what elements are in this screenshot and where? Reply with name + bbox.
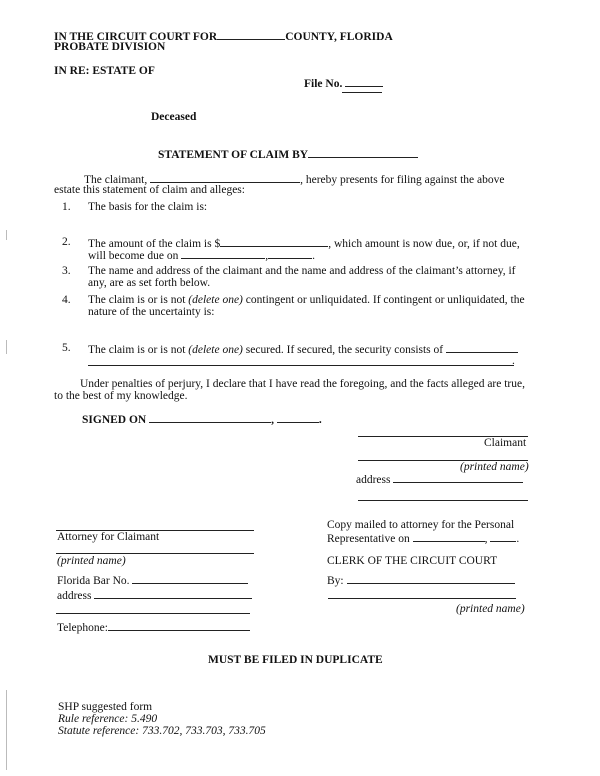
probate-division: PROBATE DIVISION bbox=[54, 41, 166, 53]
claimant-title-field[interactable] bbox=[308, 147, 418, 158]
signed-year-field[interactable] bbox=[277, 412, 319, 423]
attorney-address: address bbox=[57, 588, 252, 602]
scan-mark bbox=[6, 690, 7, 770]
clerk-by: By: bbox=[327, 573, 515, 587]
item-1-text: The basis for the claim is: bbox=[88, 201, 208, 213]
in-re-estate: IN RE: ESTATE OF bbox=[54, 65, 155, 77]
bar-number-field[interactable] bbox=[132, 573, 248, 584]
item-1-number: 1. bbox=[62, 201, 71, 213]
attorney-address-field[interactable] bbox=[94, 588, 252, 599]
item-4-line-1: The claim is or is not (delete one) contingent or unliquidated. If contingent or unliquidated, the bbox=[88, 294, 525, 306]
intro-line-2: estate this statement of claim and alleges: bbox=[54, 184, 245, 196]
item-3-line-1: The name and address of the claimant and the name and address of the claimant’s attorney, if bbox=[88, 265, 516, 277]
clerk-printed-name-label: (printed name) bbox=[456, 603, 525, 615]
clerk-signature-field[interactable] bbox=[347, 573, 515, 584]
suggested-form: SHP suggested form bbox=[58, 701, 153, 713]
attorney-telephone: Telephone: bbox=[57, 620, 250, 634]
copy-mailed-line-1: Copy mailed to attorney for the Personal bbox=[327, 519, 515, 531]
perjury-line-1: Under penalties of perjury, I declare that I have read the foregoing, and the facts alleged are true, bbox=[80, 378, 525, 390]
telephone-field[interactable] bbox=[108, 620, 250, 631]
item-5-end-dot: . bbox=[512, 355, 515, 367]
scan-mark bbox=[6, 230, 7, 240]
file-number-underline bbox=[342, 92, 382, 93]
item-3-line-2: any, are as set forth below. bbox=[88, 277, 211, 289]
claimant-label: Claimant bbox=[484, 437, 527, 449]
perjury-line-2: to the best of my knowledge. bbox=[54, 390, 188, 402]
attorney-printed-name-label: (printed name) bbox=[57, 555, 126, 567]
claimant-name-field[interactable] bbox=[150, 172, 300, 183]
rule-reference: Rule reference: 5.490 bbox=[58, 713, 158, 725]
due-date-field[interactable] bbox=[181, 248, 265, 259]
item-2-number: 2. bbox=[62, 236, 71, 248]
item-5-number: 5. bbox=[62, 342, 71, 354]
file-number-field[interactable] bbox=[345, 76, 383, 87]
security-field[interactable] bbox=[446, 342, 518, 353]
filing-notice: MUST BE FILED IN DUPLICATE bbox=[208, 654, 383, 666]
court-heading: IN THE CIRCUIT COURT FOR COUNTY, FLORIDA bbox=[54, 31, 393, 43]
statute-reference: Statute reference: 733.702, 733.703, 733.705 bbox=[58, 725, 266, 737]
clerk-label: CLERK OF THE CIRCUIT COURT bbox=[327, 555, 498, 567]
item-2-line-1: The amount of the claim is $ , which amount is now due, or, if not due, bbox=[88, 238, 520, 250]
claimant-address-line-2[interactable] bbox=[358, 500, 528, 501]
attorney-address-line-2[interactable] bbox=[56, 613, 250, 614]
attorney-bar-number: Florida Bar No. bbox=[57, 573, 248, 587]
security-continuation-line[interactable] bbox=[88, 365, 514, 366]
signed-on: SIGNED ON , . bbox=[82, 414, 322, 426]
file-number: File No. bbox=[304, 76, 383, 90]
attorney-printed-name-line[interactable] bbox=[56, 553, 254, 554]
due-year-field[interactable] bbox=[268, 248, 312, 259]
claimant-address: address bbox=[356, 472, 523, 486]
signed-date-field[interactable] bbox=[149, 412, 271, 423]
claimant-printed-name-label: (printed name) bbox=[460, 461, 529, 473]
intro-line-1: The claimant, , hereby presents for filing against the above bbox=[84, 174, 505, 186]
document-title: STATEMENT OF CLAIM BY bbox=[158, 147, 418, 161]
claim-amount-field[interactable] bbox=[220, 236, 328, 247]
copy-mailed-date-field[interactable] bbox=[413, 531, 485, 542]
item-4-line-2: nature of the uncertainty is: bbox=[88, 306, 215, 318]
item-5-line-1: The claim is or is not (delete one) secured. If secured, the security consists of bbox=[88, 342, 518, 356]
clerk-printed-name-line[interactable] bbox=[328, 598, 516, 599]
copy-mailed-line-2: Representative on , . bbox=[327, 533, 520, 545]
item-4-number: 4. bbox=[62, 294, 71, 306]
item-3-number: 3. bbox=[62, 265, 71, 277]
deceased-label: Deceased bbox=[151, 111, 197, 123]
copy-mailed-year-field[interactable] bbox=[490, 531, 516, 542]
attorney-label: Attorney for Claimant bbox=[57, 531, 160, 543]
scan-mark bbox=[6, 340, 7, 354]
claimant-address-field[interactable] bbox=[393, 472, 523, 483]
item-2-line-2: will become due on , . bbox=[88, 250, 316, 262]
